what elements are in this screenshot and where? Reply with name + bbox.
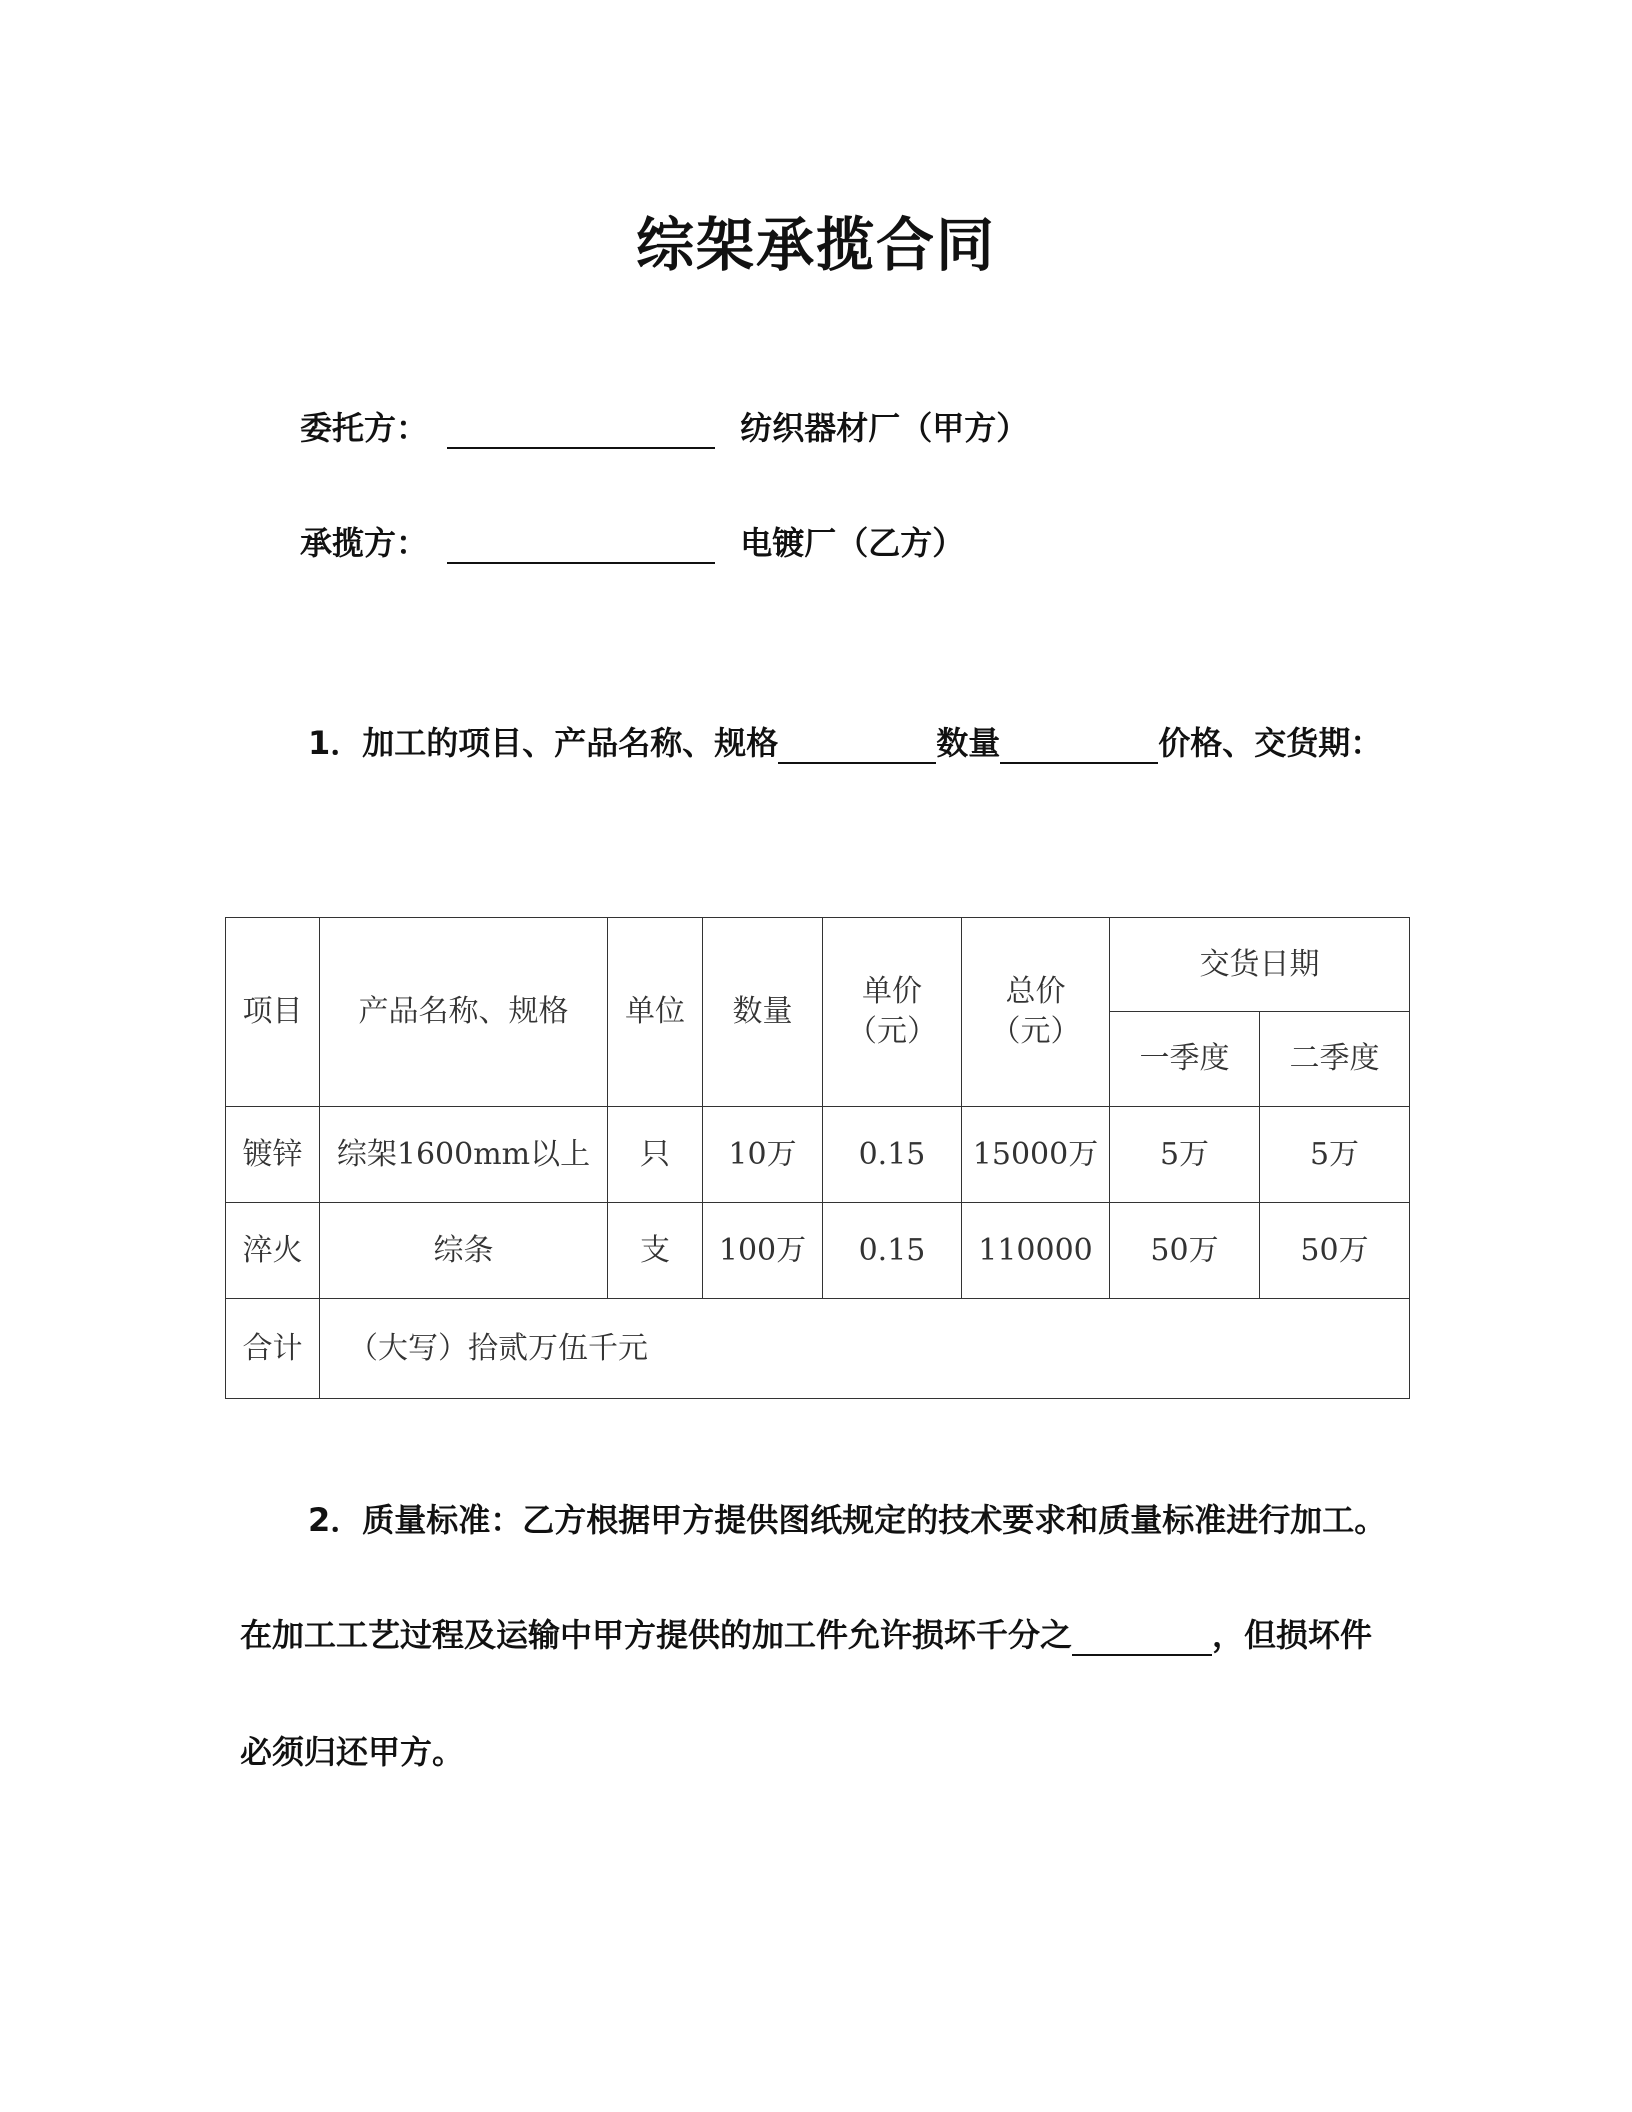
cell-item: 淬火 — [226, 1203, 320, 1299]
client-label: 委托方： — [300, 409, 429, 447]
header-delivery: 交货日期 — [1110, 918, 1410, 1012]
section-2-line-1: 2．质量标准：乙方根据甲方提供图纸规定的技术要求和质量标准进行加工。 — [308, 1501, 1387, 1539]
cell-item: 镀锌 — [226, 1107, 320, 1203]
cell-q2: 5万 — [1260, 1107, 1410, 1203]
total-value: （大写）拾贰万伍千元 — [320, 1299, 1410, 1399]
total-label: 合计 — [226, 1299, 320, 1399]
cell-unit: 支 — [608, 1203, 703, 1299]
header-unit-price — [823, 918, 962, 1107]
header-unit-price-label: 单价 — [862, 974, 922, 1009]
header-unit: 单位 — [608, 918, 703, 1107]
table-row — [226, 1203, 1410, 1299]
header-q1: 一季度 — [1110, 1012, 1260, 1107]
contractor-blank — [447, 526, 715, 564]
section-1-text-c: 价格、交货期： — [1158, 724, 1383, 762]
contractor-name: 电镀厂（乙方） — [740, 524, 965, 562]
processing-table — [225, 917, 1410, 1399]
table-header-row — [226, 918, 1410, 1012]
table-total-row — [226, 1299, 1410, 1399]
header-product: 产品名称、规格 — [320, 918, 608, 1107]
cell-product: 综架1600mm以上 — [320, 1107, 608, 1203]
client-name: 纺织器材厂（甲方） — [740, 409, 1029, 447]
cell-total: 110000 — [962, 1203, 1110, 1299]
cell-unit-price: 0.15 — [823, 1203, 962, 1299]
quantity-blank — [1000, 722, 1158, 764]
cell-q1: 50万 — [1110, 1203, 1260, 1299]
header-q2: 二季度 — [1260, 1012, 1410, 1107]
header-total — [962, 918, 1110, 1107]
section-1 — [308, 718, 1382, 764]
cell-quantity: 10万 — [703, 1107, 823, 1203]
cell-unit: 只 — [608, 1107, 703, 1203]
spec-blank — [778, 722, 936, 764]
cell-total: 15000万 — [962, 1107, 1110, 1203]
cell-quantity: 100万 — [703, 1203, 823, 1299]
table-row — [226, 1107, 1410, 1203]
section-2-line-2-b: ，但损坏件 — [1212, 1616, 1373, 1654]
header-unit-price-sub: （元） — [847, 1014, 937, 1049]
header-item: 项目 — [226, 918, 320, 1107]
section-2-line-3: 必须归还甲方。 — [240, 1733, 465, 1771]
contractor-label: 承揽方： — [300, 524, 429, 562]
section-2-line-2-a: 在加工工艺过程及运输中甲方提供的加工件允许损坏千分之 — [240, 1616, 1073, 1654]
section-1-text-b: 数量 — [936, 724, 1001, 762]
damage-rate-blank — [1072, 1614, 1212, 1656]
header-quantity: 数量 — [703, 918, 823, 1107]
cell-unit-price: 0.15 — [823, 1107, 962, 1203]
section-2-line-2 — [240, 1610, 1372, 1656]
cell-q1: 5万 — [1110, 1107, 1260, 1203]
cell-product: 综条 — [320, 1203, 608, 1299]
header-total-label: 总价 — [1005, 974, 1066, 1009]
section-1-text-a: 1．加工的项目、产品名称、规格 — [308, 724, 779, 762]
cell-q2: 50万 — [1260, 1203, 1410, 1299]
header-total-sub: （元） — [990, 1014, 1081, 1049]
contractor-line — [300, 518, 964, 564]
client-line — [300, 403, 1028, 449]
client-blank — [447, 411, 715, 449]
document-title: 综架承揽合同 — [635, 211, 996, 279]
